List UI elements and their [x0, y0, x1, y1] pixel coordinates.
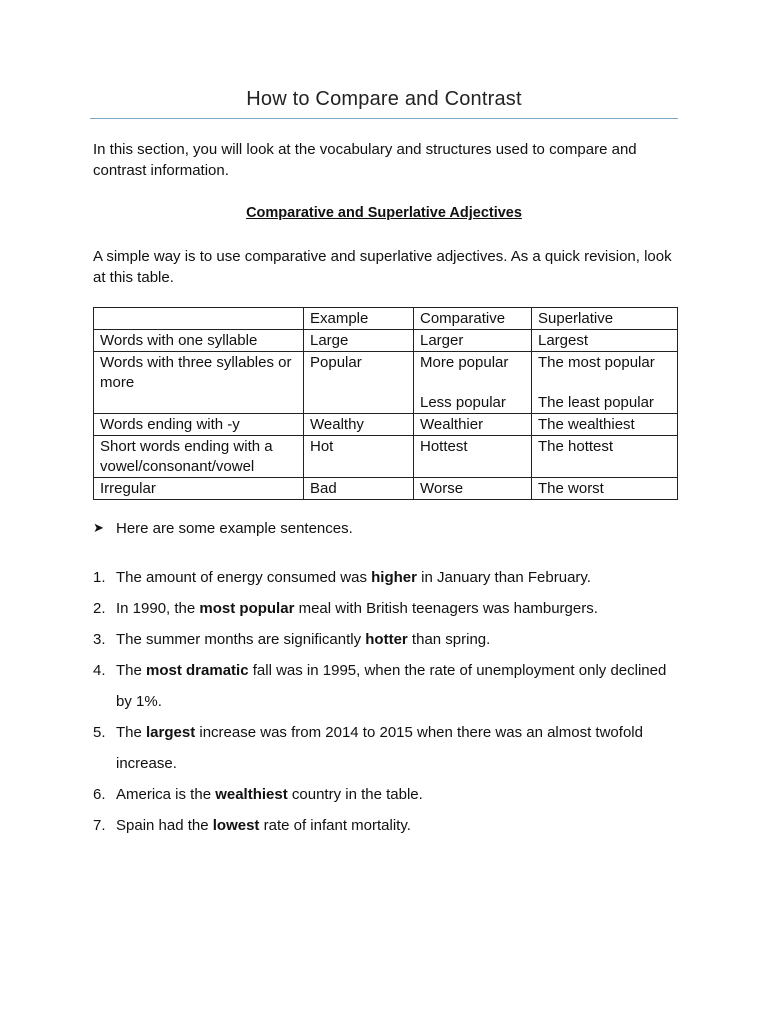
table-cell-example: Bad	[304, 478, 414, 500]
comparative-more: More popular	[420, 354, 509, 371]
sentence-text: meal with British teenagers was hamburgers.	[294, 600, 598, 617]
sentence-text: rate of infant mortality.	[259, 817, 411, 834]
table-cell-comparative: Hottest	[414, 436, 532, 478]
table-row	[94, 330, 678, 352]
table-cell-superlative: The wealthiest	[532, 414, 678, 436]
list-number: 2.	[93, 600, 106, 617]
adjectives-table	[93, 307, 678, 500]
table-cell-superlative	[532, 352, 678, 414]
table-cell-comparative: Worse	[414, 478, 532, 500]
list-number: 7.	[93, 817, 106, 834]
sentence-text: than spring.	[407, 631, 491, 648]
table-cell-superlative: The worst	[532, 478, 678, 500]
table-cell-category: Words ending with -y	[94, 414, 304, 436]
sentence-keyword: most popular	[199, 600, 295, 617]
revision-paragraph: A simple way is to use comparative and superlative adjectives. As a quick revision, look at this table.	[93, 248, 672, 286]
sentence-text: in January than February.	[416, 569, 591, 586]
sentence-text: In 1990, the	[116, 600, 200, 617]
table-header-cell: Example	[304, 308, 414, 330]
table-cell-superlative: The hottest	[532, 436, 678, 478]
table-cell-superlative: Largest	[532, 330, 678, 352]
sentence-keyword: most dramatic	[146, 662, 249, 679]
sentence-text: America is the	[116, 786, 216, 803]
table-cell-category: Words with one syllable	[94, 330, 304, 352]
superlative-most: The most popular	[538, 354, 655, 371]
sentence-text: The	[116, 662, 147, 679]
sentence-keyword: lowest	[212, 817, 260, 834]
table-row	[94, 436, 678, 478]
table-cell-comparative: Wealthier	[414, 414, 532, 436]
table-cell-category: Words with three syllables or more	[94, 352, 304, 414]
table-cell-example: Popular	[304, 352, 414, 414]
sentence-text: Spain had the	[116, 817, 213, 834]
table-cell-category: Short words ending with a vowel/consonant/vowel	[94, 436, 304, 478]
arrow-bullet-icon: ➤	[93, 520, 104, 535]
list-item	[93, 655, 678, 717]
list-item	[93, 593, 678, 624]
table-header-cell: Comparative	[414, 308, 532, 330]
superlative-least: The least popular	[538, 394, 654, 411]
table-cell-example: Wealthy	[304, 414, 414, 436]
list-number: 3.	[93, 631, 106, 648]
table-cell-category: Irregular	[94, 478, 304, 500]
example-sentences-list	[93, 562, 678, 841]
sentence-text: fall was in 1995, when the rate of unemployment only declined by 1%.	[116, 662, 667, 710]
table-header-cell	[94, 308, 304, 330]
table-row	[94, 352, 678, 414]
section-heading: Comparative and Superlative Adjectives	[246, 205, 522, 221]
page-title: How to Compare and Contrast	[246, 88, 522, 110]
sentence-keyword: higher	[371, 569, 417, 586]
list-item	[93, 810, 678, 841]
sentence-text: The amount of energy consumed was	[116, 569, 372, 586]
sentence-text: The	[116, 724, 147, 741]
table-row	[94, 478, 678, 500]
table-header-cell: Superlative	[532, 308, 678, 330]
table-cell-example: Hot	[304, 436, 414, 478]
list-item	[93, 562, 678, 593]
table-cell-example: Large	[304, 330, 414, 352]
list-number: 6.	[93, 786, 106, 803]
table-cell-comparative: Larger	[414, 330, 532, 352]
table-row	[94, 414, 678, 436]
list-item	[93, 717, 678, 779]
list-number: 5.	[93, 724, 106, 741]
comparative-less: Less popular	[420, 394, 506, 411]
list-item	[93, 624, 678, 655]
list-number: 1.	[93, 569, 106, 586]
bullet-text: Here are some example sentences.	[116, 520, 353, 537]
sentence-text: increase was from 2014 to 2015 when there was an almost twofold increase.	[116, 724, 643, 772]
table-cell-comparative	[414, 352, 532, 414]
table-header-row	[94, 308, 678, 330]
list-number: 4.	[93, 662, 106, 679]
sentence-text: country in the table.	[287, 786, 423, 803]
intro-paragraph: In this section, you will look at the vocabulary and structures used to compare and contrast information.	[93, 141, 637, 179]
sentence-keyword: largest	[146, 724, 196, 741]
sentence-text: The summer months are significantly	[116, 631, 366, 648]
list-item	[93, 779, 678, 810]
sentence-keyword: hotter	[365, 631, 408, 648]
title-divider	[90, 118, 678, 119]
sentence-keyword: wealthiest	[215, 786, 288, 803]
